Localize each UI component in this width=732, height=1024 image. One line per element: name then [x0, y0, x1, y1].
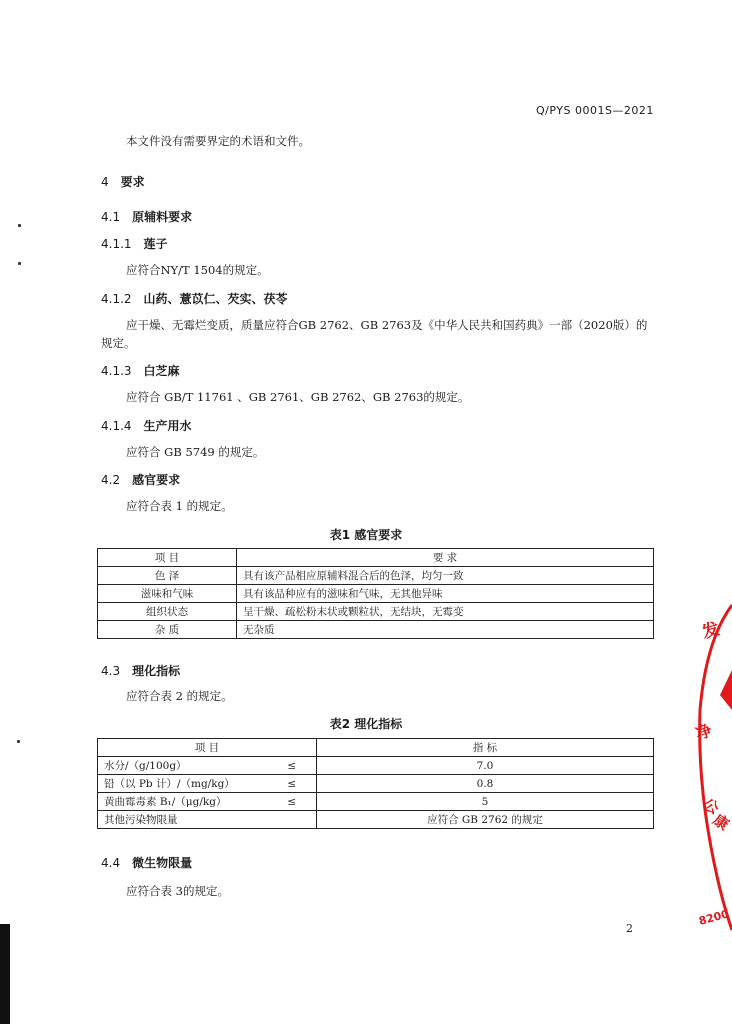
scan-speck	[18, 262, 21, 265]
section-4-2-heading	[101, 471, 180, 488]
seal-text-fragment: 发	[700, 619, 722, 643]
table-row	[98, 757, 654, 775]
table-cell: 组织状态	[98, 603, 237, 621]
section-4-2-text: 应符合表 1 的规定。	[126, 499, 233, 513]
section-title: 理化指标	[132, 664, 181, 678]
table-header-cell: 项 目	[98, 549, 237, 567]
section-title: 要求	[120, 175, 145, 189]
section-title: 原辅料要求	[132, 210, 193, 224]
section-number: 4.2	[101, 473, 121, 487]
table-cell: ≤	[268, 793, 317, 811]
seal-text-fragment: 康	[709, 810, 732, 834]
table-1-caption: 表1 感官要求	[329, 528, 403, 542]
section-4-1-2-heading	[101, 290, 288, 307]
table-header-row	[98, 739, 654, 757]
seal-text-fragment: 净	[692, 720, 715, 744]
scan-speck	[17, 740, 20, 743]
table-cell: 其他污染物限量	[98, 811, 268, 829]
section-number: 4	[101, 175, 109, 189]
company-seal	[692, 600, 732, 940]
section-title: 莲子	[143, 237, 168, 251]
section-number: 4.3	[101, 664, 121, 678]
table-cell: 黄曲霉毒素 B₁/（μg/kg）	[98, 793, 268, 811]
section-4-1-3-text: 应符合 GB/T 11761 、GB 2761、GB 2762、GB 2763的规定。	[126, 390, 470, 404]
document-code: Q/PYS 0001S—2021	[536, 104, 654, 117]
table-cell: 0.8	[317, 775, 654, 793]
table-row	[98, 811, 654, 829]
table-cell: 呈干燥、疏松粉末状或颗粒状，无结块，无霉变	[237, 603, 654, 621]
section-4-1-4-heading	[101, 417, 192, 434]
section-title: 山药、薏苡仁、芡实、茯苓	[143, 292, 288, 306]
table-cell: 水分/（g/100g）	[98, 757, 268, 775]
scan-speck	[18, 224, 21, 227]
section-title: 微生物限量	[132, 856, 193, 870]
section-number: 4.4	[101, 856, 121, 870]
section-number: 4.1	[101, 210, 121, 224]
table-cell: 杂 质	[98, 621, 237, 639]
seal-text-fragment: 8200	[697, 907, 731, 928]
table-cell: 具有该产品相应原辅料混合后的色泽，均匀一致	[237, 567, 654, 585]
section-4-1-2-text: 应干燥、无霉烂变质，质量应符合GB 2762、GB 2763及《中华人民共和国药典》一部（2020版）的	[126, 318, 648, 332]
section-4-1-1-heading	[101, 235, 168, 252]
table-cell: 色 泽	[98, 567, 237, 585]
section-4-1-2-text-cont: 规定。	[101, 336, 136, 350]
seal-text-fragment: 公	[700, 795, 722, 818]
section-4-heading	[101, 173, 145, 190]
section-4-1-4-text: 应符合 GB 5749 的规定。	[126, 445, 265, 459]
section-title: 生产用水	[143, 419, 192, 433]
table-row	[98, 603, 654, 621]
table-cell: 应符合 GB 2762 的规定	[317, 811, 654, 829]
table-2-physicochemical	[97, 738, 654, 829]
table-1-sensory	[97, 548, 654, 639]
section-number: 4.1.4	[101, 419, 132, 433]
section-number: 4.1.3	[101, 364, 132, 378]
section-4-3-heading	[101, 662, 180, 679]
section-4-4-heading	[101, 854, 192, 871]
section-4-1-3-heading	[101, 362, 180, 379]
table-cell: 具有该品种应有的滋味和气味，无其他异味	[237, 585, 654, 603]
section-number: 4.1.1	[101, 237, 132, 251]
table-row	[98, 585, 654, 603]
table-cell: 5	[317, 793, 654, 811]
table-cell: 7.0	[317, 757, 654, 775]
section-number: 4.1.2	[101, 292, 132, 306]
table-row	[98, 567, 654, 585]
table-cell: 无杂质	[237, 621, 654, 639]
section-title: 白芝麻	[143, 364, 180, 378]
table-cell: ≤	[268, 757, 317, 775]
section-4-3-text: 应符合表 2 的规定。	[126, 689, 233, 703]
table-header-cell: 指 标	[317, 739, 654, 757]
section-4-4-text: 应符合表 3的规定。	[126, 884, 229, 898]
table-row	[98, 793, 654, 811]
seal-star-icon	[720, 670, 732, 710]
table-cell: 滋味和气味	[98, 585, 237, 603]
table-cell: ≤	[268, 775, 317, 793]
table-cell	[268, 811, 317, 829]
section-4-1-1-text: 应符合NY/T 1504的规定。	[126, 263, 269, 277]
table-row	[98, 621, 654, 639]
intro-text: 本文件没有需要界定的术语和文件。	[126, 134, 310, 148]
table-cell: 铅（以 Pb 计）/（mg/kg）	[98, 775, 268, 793]
scan-edge-mark	[0, 924, 10, 1024]
table-header-row	[98, 549, 654, 567]
section-4-1-heading	[101, 208, 192, 225]
table-2-caption: 表2 理化指标	[329, 717, 403, 731]
section-title: 感官要求	[132, 473, 181, 487]
table-row	[98, 775, 654, 793]
table-header-cell: 项 目	[98, 739, 317, 757]
table-header-cell: 要 求	[237, 549, 654, 567]
page-number: 2	[626, 922, 633, 935]
